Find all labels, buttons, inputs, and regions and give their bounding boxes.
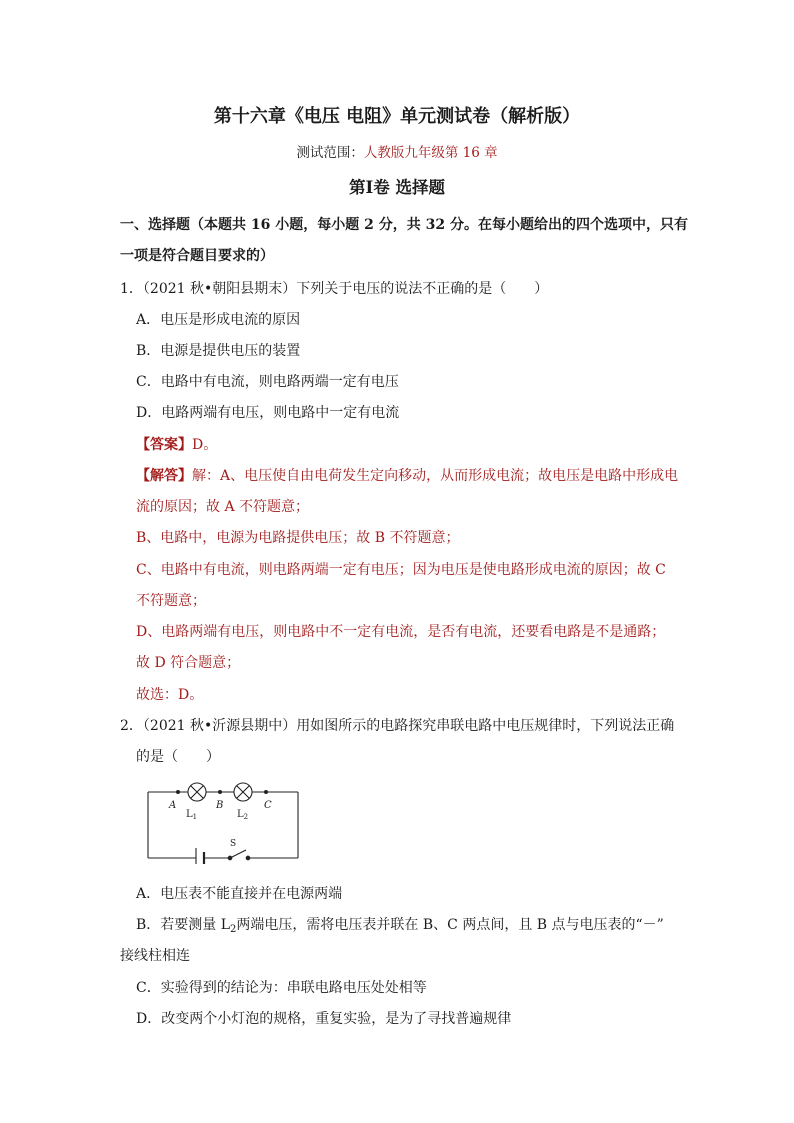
question-1-option-b: B．电源是提供电压的装置 [136, 343, 301, 359]
question-2-option-c: C．实验得到的结论为：串联电路电压处处相等 [136, 980, 427, 996]
label-a: A [169, 800, 177, 811]
option-b-text-start: B．若要测量 L [136, 917, 231, 933]
analysis-text: 解：A、电压使自由电荷发生定向移动，从而形成电流；故电压是电路中形成电 [192, 468, 679, 484]
instructions-line-2: 一项是符合题目要求的） [120, 248, 274, 264]
option-b-text-end: 两端电压，需将电压表并联在 B、C 两点间，且 B 点与电压表的“－” [236, 917, 664, 933]
label-c: C [264, 800, 272, 811]
question-1-stem: 1．（2021 秋•朝阳县期末）下列关于电压的说法不正确的是（ ） [120, 281, 549, 297]
question-1-analysis-line-7: 故 D 符合题意； [136, 655, 241, 671]
test-scope-label: 测试范围： [296, 145, 364, 161]
analysis-tag: 【解答】 [136, 468, 192, 484]
label-b: B [216, 800, 224, 811]
question-1-analysis-line-5: 不符题意； [136, 593, 206, 609]
question-1-option-a: A．电压是形成电流的原因 [136, 312, 301, 328]
lamp-l2-icon [234, 783, 252, 801]
question-1-option-c: C．电路中有电流，则电路两端一定有电压 [136, 374, 399, 390]
test-scope-value: 人教版九年级第 16 章 [363, 145, 498, 161]
battery-icon [196, 848, 204, 864]
question-1-analysis-line-2: 流的原因；故 A 不符题意； [136, 499, 310, 515]
answer-value: D。 [192, 437, 218, 453]
page-title: 第十六章《电压 电阻》单元测试卷（解析版） [213, 106, 581, 127]
question-2-option-d: D．改变两个小灯泡的规格，重复实验，是为了寻找普遍规律 [136, 1011, 512, 1027]
lamp-l1-icon [188, 783, 206, 801]
point-b-dot [218, 790, 222, 794]
question-1-analysis-line-4: C、电路中有电流，则电路两端一定有电压；因为电压是使电路形成电流的原因；故 C [136, 562, 666, 578]
question-2-option-a: A．电压表不能直接并在电源两端 [136, 886, 343, 902]
lamp-l1-label: $L_1$ [186, 809, 198, 821]
test-scope [0, 143, 794, 163]
section-title: 第Ⅰ卷 选择题 [349, 178, 445, 197]
question-2-stem-line-2: 的是（ ） [136, 749, 220, 765]
question-1-analysis-line-8: 故选：D。 [136, 687, 204, 703]
point-a-dot [176, 790, 180, 794]
point-c-dot [264, 790, 268, 794]
question-1-analysis-line-6: D、电路两端有电压，则电路中不一定有电流，是否有电流，还要看电路是不是通路； [136, 624, 666, 640]
question-1-option-d: D．电路两端有电压，则电路中一定有电流 [136, 405, 400, 421]
switch-icon [228, 850, 250, 860]
question-1-analysis-line-3: B、电路中，电源为电路提供电压；故 B 不符题意； [136, 530, 460, 546]
question-2-stem-line-1: 2．（2021 秋•沂源县期中）用如图所示的电路探究串联电路中电压规律时，下列说法正确 [120, 718, 675, 734]
series-circuit-diagram [140, 774, 310, 864]
option-b-subscript: 2 [230, 924, 237, 935]
lamp-l2-label: $L_2$ [237, 809, 249, 821]
question-2-option-b-continued: 接线柱相连 [120, 948, 190, 964]
question-1-answer [136, 435, 217, 455]
question-1-analysis-line-1 [136, 466, 678, 486]
answer-tag: 【答案】 [136, 437, 192, 453]
question-2-option-b [136, 915, 664, 940]
switch-label: S [230, 839, 237, 849]
instructions-line-1: 一、选择题（本题共 16 小题，每小题 2 分，共 32 分。在每小题给出的四个选项中，只有 [120, 217, 688, 233]
